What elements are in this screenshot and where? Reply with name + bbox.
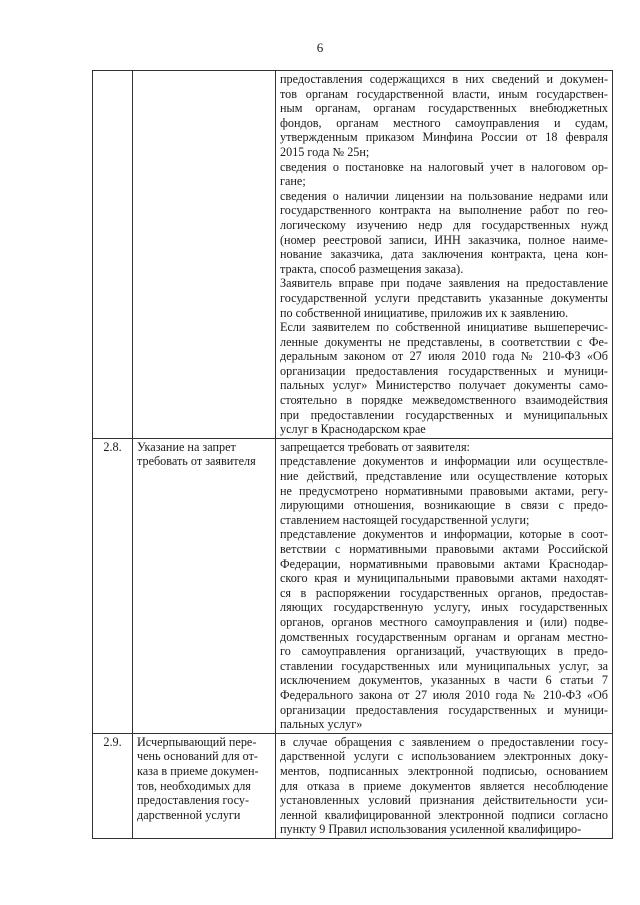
content-line: домственных государственным органам и органам местно- bbox=[280, 629, 608, 644]
section-content bbox=[276, 438, 613, 733]
content-line: в случае обращения с заявлением о предоставлении госу- bbox=[280, 734, 608, 749]
content-line: государственной услуги представить указанные документы bbox=[280, 290, 608, 305]
content-line: ся в распоряжении государственных органов, предостав- bbox=[280, 585, 608, 600]
section-title bbox=[133, 733, 276, 838]
section-content bbox=[276, 733, 613, 838]
page-number: 6 bbox=[316, 40, 324, 55]
section-title bbox=[133, 71, 276, 439]
content-line: гане; bbox=[280, 174, 306, 189]
content-line: запрещается требовать от заявителя: bbox=[280, 439, 470, 454]
content-line: по собственной инициативе, приложив их к заявлению. bbox=[280, 305, 569, 320]
content-line: пальных услуг» Министерство получает документы само- bbox=[280, 378, 608, 393]
content-line: дарственной услуги с использованием электронных доку- bbox=[280, 749, 608, 764]
section-title-line: Исчерпывающий пере- bbox=[137, 734, 257, 749]
content-line: ментов, подписанных электронной подписью, основанием bbox=[280, 763, 608, 778]
section-title-line: предоставления госу- bbox=[137, 793, 250, 808]
content-line: представление документов и информации, которые в соот- bbox=[280, 527, 608, 542]
content-line: ского края и муниципальными правовыми актами находят- bbox=[280, 571, 608, 586]
content-line: услуг в Краснодарском крае bbox=[280, 422, 426, 437]
section-number: 2.9. bbox=[93, 733, 133, 838]
content-line: Федерации, нормативными правовыми актами Краснодар- bbox=[280, 556, 608, 571]
content-line: нование заказчика, дата заключения контракта, цена кон- bbox=[280, 247, 608, 262]
content-line: сведения о постановке на налоговый учет в налоговом ор- bbox=[280, 159, 608, 174]
content-line: тракта, способ размещения заказа). bbox=[280, 261, 464, 276]
content-line: деральным законом от 27 июля 2010 года № 210-ФЗ «Об bbox=[280, 349, 608, 364]
section-title-line: каза в приеме докумен- bbox=[137, 763, 259, 778]
content-line: стоятельно в порядке межведомственного взаимодействия bbox=[280, 393, 608, 408]
content-line: фондов, органам местного самоуправления и судам, bbox=[280, 115, 608, 130]
content-line: ние действий, представление или осуществление которых bbox=[280, 469, 608, 484]
content-line: сведения о наличии лицензии на пользование недрами или bbox=[280, 188, 608, 203]
content-line: при предоставлении государственных и муниципальных bbox=[280, 407, 608, 422]
section-number: 2.8. bbox=[93, 438, 133, 733]
section-title-line: дарственной услуги bbox=[137, 807, 241, 822]
content-line: логическому изучению недр для государственных нужд bbox=[280, 217, 608, 232]
section-content bbox=[276, 71, 613, 439]
content-line: пункту 9 Правил использования усиленной квалифициро- bbox=[280, 822, 582, 837]
content-line: тов органам государственной власти, иным государствен- bbox=[280, 86, 608, 101]
content-line: ставлением настоящей государственной услуги; bbox=[280, 512, 530, 527]
content-line: органов, органов местного самоуправления и (или) подве- bbox=[280, 614, 608, 629]
content-line: ляющих государственную услугу, иных государственных bbox=[280, 600, 608, 615]
content-line: Если заявителем по собственной инициативе вышеперечис- bbox=[280, 320, 608, 335]
section-title-line: чень оснований для от- bbox=[137, 749, 258, 764]
content-line: ным органам, органам государственных внебюджетных bbox=[280, 101, 608, 116]
content-line: государственного контракта на выполнение работ по гео- bbox=[280, 203, 608, 218]
section-title-line: тов, необходимых для bbox=[137, 778, 251, 793]
content-line: представление документов и информации или осуществле- bbox=[280, 454, 608, 469]
content-line: ленной квалифицированной электронной подписи согласно bbox=[280, 807, 608, 822]
table-row bbox=[93, 733, 613, 838]
content-line: пальных услуг» bbox=[280, 717, 363, 732]
table-row bbox=[93, 438, 613, 733]
section-number bbox=[93, 71, 133, 439]
content-line: лирующими отношения, возникающие в связи с предо- bbox=[280, 498, 608, 513]
content-line: го самоуправления организаций, участвующих в предо- bbox=[280, 644, 608, 659]
content-line: утвержденным приказом Минфина России от 18 февраля bbox=[280, 130, 608, 145]
content-line: не предусмотрено нормативными правовыми актами, регу- bbox=[280, 483, 608, 498]
content-line: установленных условий признания действительности уси- bbox=[280, 793, 608, 808]
table-row bbox=[93, 71, 613, 439]
section-title bbox=[133, 438, 276, 733]
section-title-line: требовать от заявителя bbox=[137, 454, 256, 469]
section-title-line: Указание на запрет bbox=[137, 439, 236, 454]
content-line: исключением документов, указанных в части 6 статьи 7 bbox=[280, 673, 608, 688]
services-table bbox=[92, 70, 613, 839]
content-line: ветствии с нормативными правовыми актами Российской bbox=[280, 542, 608, 556]
content-line: 2015 года № 25н; bbox=[280, 144, 370, 159]
content-line: Заявитель вправе при подаче заявления на предоставление bbox=[280, 276, 608, 291]
content-line: ставлении государственных или муниципальных услуг, за bbox=[280, 658, 608, 673]
content-line: ленные документы не представлены, в соответствии с Фе- bbox=[280, 334, 608, 349]
content-line: (номер реестровой записи, ИНН заказчика, полное наиме- bbox=[280, 232, 608, 247]
content-line: Федерального закона от 27 июля 2010 года № 210-ФЗ «Об bbox=[280, 687, 608, 702]
content-line: организации предоставления государственных и муници- bbox=[280, 702, 608, 717]
content-line: предоставления содержащихся в них сведений и докумен- bbox=[280, 72, 608, 86]
content-line: для отказа в приеме документов является несоблюдение bbox=[280, 778, 608, 793]
content-line: организации предоставления государственных и муници- bbox=[280, 363, 608, 378]
